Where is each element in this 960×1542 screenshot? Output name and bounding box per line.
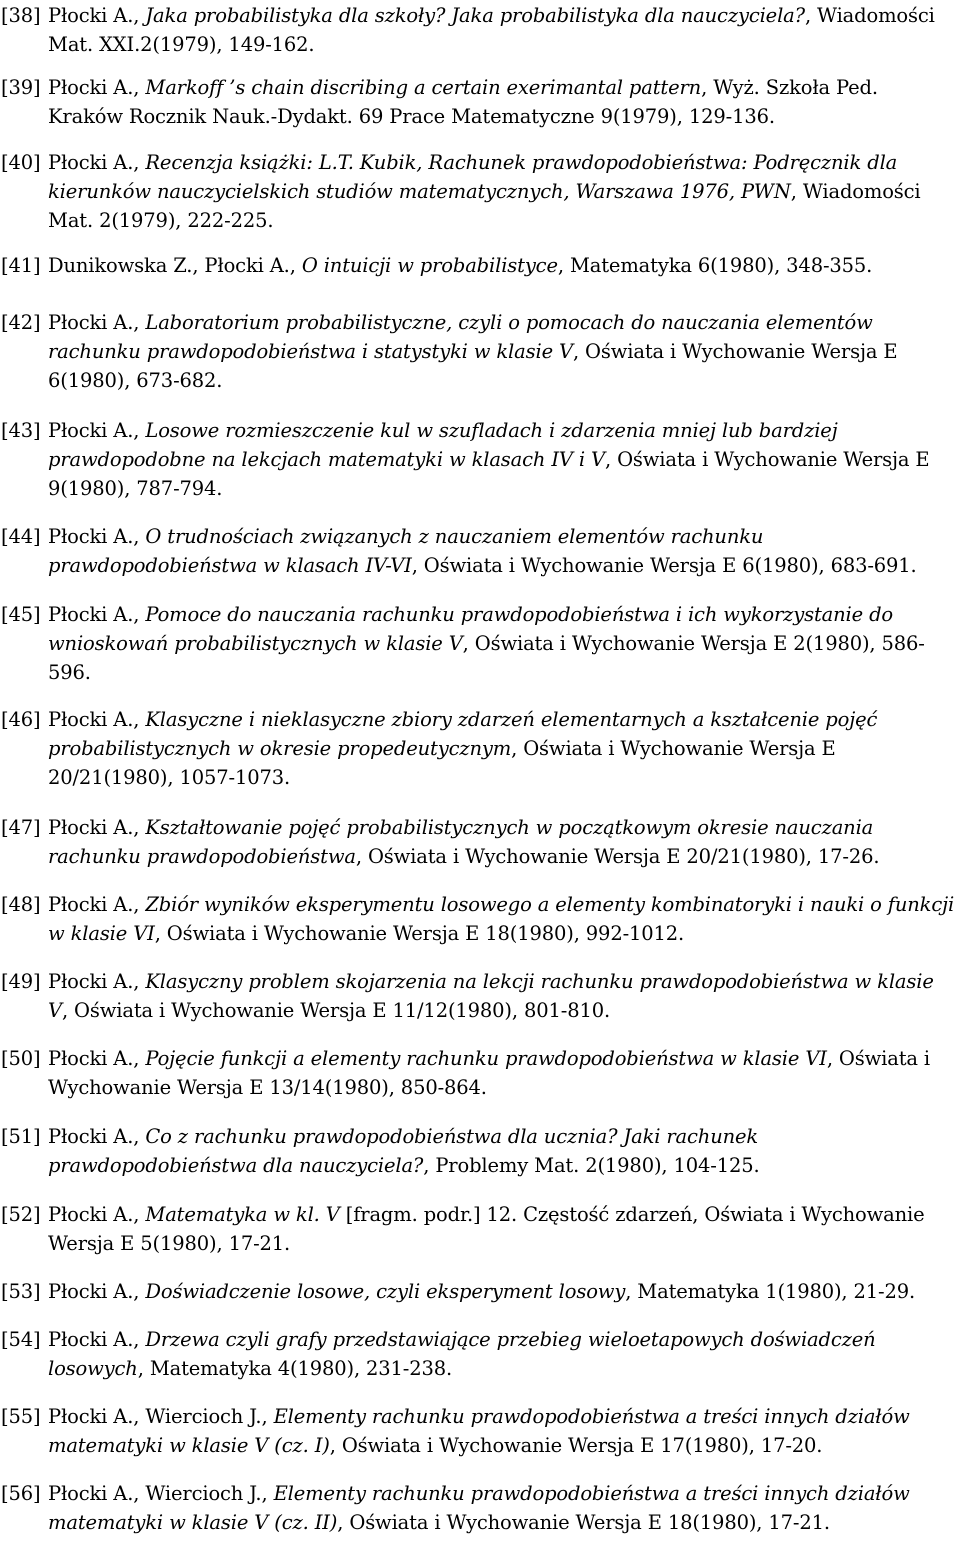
reference-text xyxy=(48,251,958,280)
reference-number: [50] xyxy=(1,1047,41,1070)
reference-number: [44] xyxy=(1,525,41,548)
reference-text xyxy=(48,705,958,792)
reference-text xyxy=(48,1,958,59)
reference-text xyxy=(48,1402,958,1460)
reference-entry-40 xyxy=(0,148,960,235)
reference-text xyxy=(48,1200,958,1258)
reference-number: [39] xyxy=(1,76,41,99)
reference-entry-50 xyxy=(0,1044,960,1102)
reference-number: [53] xyxy=(1,1280,41,1303)
reference-text xyxy=(48,1277,958,1306)
reference-entry-42 xyxy=(0,308,960,395)
reference-title: O intuicji w probabilistyce xyxy=(301,254,558,277)
reference-authors: Płocki A., xyxy=(48,1047,146,1070)
reference-authors: Płocki A., xyxy=(48,708,146,731)
reference-text xyxy=(48,522,958,580)
reference-entry-48 xyxy=(0,890,960,948)
reference-text xyxy=(48,813,958,871)
reference-source: , Matematyka 1(1980), 21-29. xyxy=(625,1280,916,1303)
reference-title: O trudnościach związanych z nauczaniem elementów rachunku prawdopodobieństwa w klasach IV-VI xyxy=(48,525,764,577)
reference-authors: Płocki A., xyxy=(48,419,146,442)
reference-source: , Oświata i Wychowanie Wersja E 20/21(1980), 1057-1073. xyxy=(48,737,836,789)
reference-text xyxy=(48,600,958,687)
reference-text xyxy=(48,1325,958,1383)
reference-title: Kształtowanie pojęć probabilistycznych w początkowym okresie nauczania rachunku prawdopodobieństwa xyxy=(48,816,874,868)
reference-source: , Oświata i Wychowanie Wersja E 6(1980), 683-691. xyxy=(411,554,917,577)
reference-source: , Wiadomości Mat. XXI.2(1979), 149-162. xyxy=(48,4,935,56)
reference-title: Elementy rachunku prawdopodobieństwa a treści innych działów matematyki w klasie V (cz. I) xyxy=(48,1405,910,1457)
reference-number: [47] xyxy=(1,816,41,839)
reference-title: Klasyczny problem skojarzenia na lekcji rachunku prawdopodobieństwa w klasie V xyxy=(48,970,934,1022)
reference-authors: Płocki A., xyxy=(48,525,146,548)
reference-number: [46] xyxy=(1,708,41,731)
reference-authors: Płocki A., xyxy=(48,1125,146,1148)
reference-title: Drzewa czyli grafy przedstawiające przebieg wieloetapowych doświadczeń losowych xyxy=(48,1328,876,1380)
reference-title: Co z rachunku prawdopodobieństwa dla ucznia? Jaki rachunek prawdopodobieństwa dla nauczyciela? xyxy=(48,1125,759,1177)
reference-entry-38 xyxy=(0,1,960,59)
reference-source: , Wiadomości Mat. 2(1979), 222-225. xyxy=(48,180,921,232)
reference-authors: Płocki A., xyxy=(48,1328,146,1351)
reference-number: [56] xyxy=(1,1482,41,1505)
reference-title: Zbiór wyników eksperymentu losowego a elementy kombinatoryki i nauki o funkcji w klasie VI xyxy=(48,893,955,945)
reference-authors: Płocki A., xyxy=(48,603,146,626)
reference-authors: Płocki A., xyxy=(48,1203,146,1226)
reference-number: [49] xyxy=(1,970,41,993)
reference-title: Klasyczne i nieklasyczne zbiory zdarzeń elementarnych a kształcenie pojęć probabilistycznych w okresie propedeutycznym xyxy=(48,708,878,760)
reference-number: [51] xyxy=(1,1125,41,1148)
reference-text xyxy=(48,308,958,395)
reference-entry-52 xyxy=(0,1200,960,1258)
reference-authors: Płocki A., xyxy=(48,151,146,174)
reference-text xyxy=(48,1044,958,1102)
reference-authors: Płocki A., Wiercioch J., xyxy=(48,1482,274,1505)
reference-title: Recenzja książki: L.T. Kubik, Rachunek prawdopodobieństwa: Podręcznik dla kierunków nauczycielskich studiów matematycznych, Warszawa 1976, PWN xyxy=(48,151,898,203)
reference-title: Pomoce do nauczania rachunku prawdopodobieństwa i ich wykorzystanie do wnioskowań probabilistycznych w klasie V xyxy=(48,603,893,655)
reference-source: , Oświata i Wychowanie Wersja E 17(1980), 17-20. xyxy=(329,1434,823,1457)
reference-number: [48] xyxy=(1,893,41,916)
reference-entry-49 xyxy=(0,967,960,1025)
reference-text xyxy=(48,1479,958,1537)
reference-entry-51 xyxy=(0,1122,960,1180)
reference-source: , Oświata i Wychowanie Wersja E 18(1980), 992-1012. xyxy=(154,922,685,945)
reference-authors: Płocki A., Wiercioch J., xyxy=(48,1405,274,1428)
reference-source: , Oświata i Wychowanie Wersja E 18(1980), 17-21. xyxy=(337,1511,830,1534)
reference-entry-45 xyxy=(0,600,960,687)
reference-authors: Płocki A., xyxy=(48,311,146,334)
reference-source: , Oświata i Wychowanie Wersja E 11/12(1980), 801-810. xyxy=(61,999,611,1022)
reference-title: Pojęcie funkcji a elementy rachunku prawdopodobieństwa w klasie VI xyxy=(145,1047,827,1070)
reference-title: Losowe rozmieszczenie kul w szufladach i zdarzenia mniej lub bardziej prawdopodobne na lekcjach matematyki w klasach IV i V xyxy=(48,419,838,471)
reference-source: , Problemy Mat. 2(1980), 104-125. xyxy=(423,1154,760,1177)
reference-number: [55] xyxy=(1,1405,41,1428)
reference-number: [54] xyxy=(1,1328,41,1351)
reference-authors: Płocki A., xyxy=(48,816,146,839)
reference-number: [43] xyxy=(1,419,41,442)
reference-number: [45] xyxy=(1,603,41,626)
reference-source: , Oświata i Wychowanie Wersja E 20/21(1980), 17-26. xyxy=(355,845,880,868)
reference-title: Markoff ’s chain discribing a certain exerimantal pattern xyxy=(145,76,702,99)
reference-entry-54 xyxy=(0,1325,960,1383)
reference-authors: Płocki A., xyxy=(48,76,146,99)
reference-authors: Płocki A., xyxy=(48,1280,146,1303)
reference-title: Matematyka w kl. V xyxy=(145,1203,340,1226)
reference-number: [52] xyxy=(1,1203,41,1226)
reference-source: , Oświata i Wychowanie Wersja E 6(1980), 673-682. xyxy=(48,340,898,392)
reference-title: Jaka probabilistyka dla szkoły? Jaka probabilistyka dla nauczyciela? xyxy=(145,4,805,27)
reference-entry-43 xyxy=(0,416,960,503)
reference-authors: Płocki A., xyxy=(48,4,146,27)
reference-source: , Wyż. Szkoła Ped. Kraków Rocznik Nauk.-Dydakt. 69 Prace Matematyczne 9(1979), 129-136. xyxy=(48,76,878,128)
reference-title: Laboratorium probabilistyczne, czyli o pomocach do nauczania elementów rachunku prawdopodobieństwa i statystyki w klasie V xyxy=(48,311,873,363)
reference-source: [fragm. podr.] 12. Częstość zdarzeń, Oświata i Wychowanie Wersja E 5(1980), 17-21. xyxy=(48,1203,925,1255)
reference-text xyxy=(48,1122,958,1180)
reference-source: , Matematyka 6(1980), 348-355. xyxy=(557,254,873,277)
reference-entry-44 xyxy=(0,522,960,580)
reference-text xyxy=(48,73,958,131)
reference-text xyxy=(48,148,958,235)
reference-entry-53 xyxy=(0,1277,960,1306)
reference-authors: Płocki A., xyxy=(48,970,146,993)
reference-source: , Matematyka 4(1980), 231-238. xyxy=(137,1357,453,1380)
reference-authors: Płocki A., xyxy=(48,893,146,916)
reference-text xyxy=(48,967,958,1025)
reference-entry-39 xyxy=(0,73,960,131)
reference-number: [41] xyxy=(1,254,41,277)
reference-number: [40] xyxy=(1,151,41,174)
reference-title: Doświadczenie losowe, czyli eksperyment losowy xyxy=(145,1280,626,1303)
reference-source: , Oświata i Wychowanie Wersja E 9(1980), 787-794. xyxy=(48,448,930,500)
reference-entry-46 xyxy=(0,705,960,792)
reference-entry-56 xyxy=(0,1479,960,1537)
reference-text xyxy=(48,890,958,948)
reference-text xyxy=(48,416,958,503)
reference-source: , Oświata i Wychowanie Wersja E 13/14(1980), 850-864. xyxy=(48,1047,931,1099)
reference-entry-55 xyxy=(0,1402,960,1460)
reference-title: Elementy rachunku prawdopodobieństwa a treści innych działów matematyki w klasie V (cz. II) xyxy=(48,1482,910,1534)
reference-number: [42] xyxy=(1,311,41,334)
reference-authors: Dunikowska Z., Płocki A., xyxy=(48,254,302,277)
reference-entry-41 xyxy=(0,251,960,280)
reference-entry-47 xyxy=(0,813,960,871)
reference-number: [38] xyxy=(1,4,41,27)
reference-source: , Oświata i Wychowanie Wersja E 2(1980), 586-596. xyxy=(48,632,925,684)
